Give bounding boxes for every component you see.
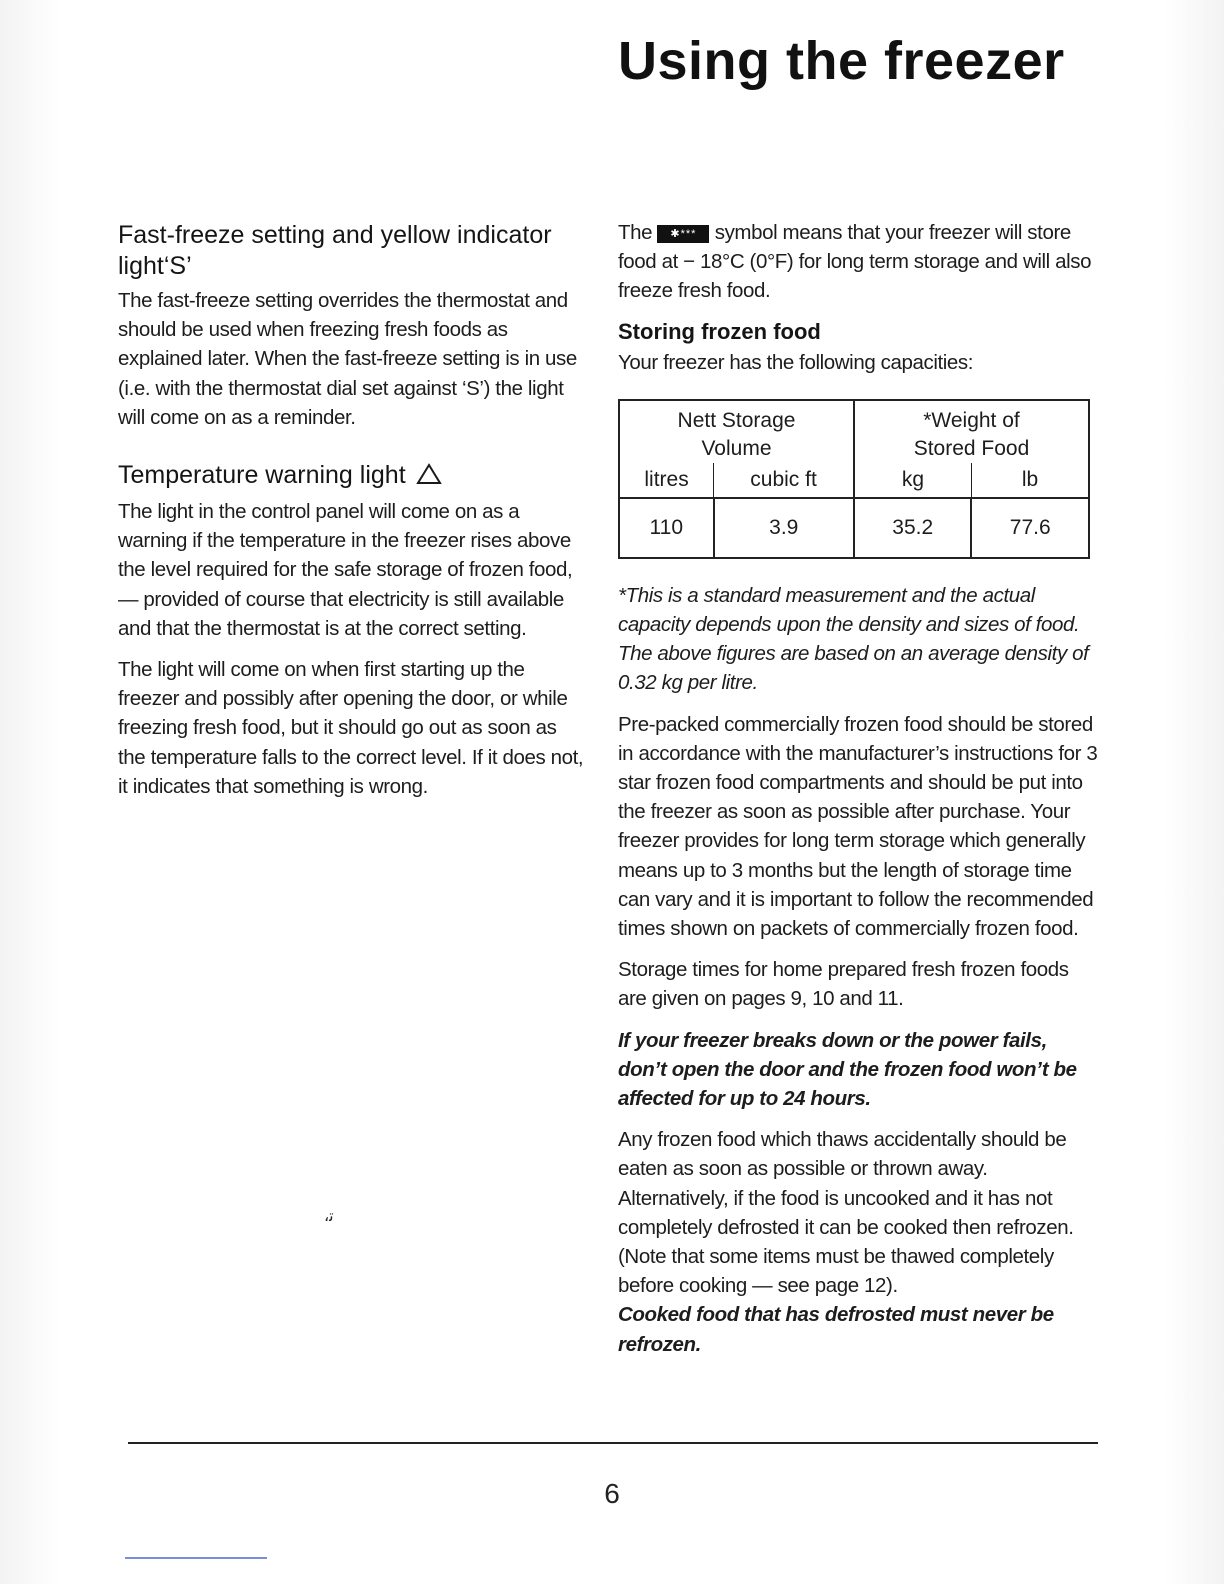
thawed-food-paragraph: Any frozen food which thaws accidentally should be eaten as soon as possible or thrown away. Alternatively, if the food is uncooked and it has not completely defrosted it can be cooked then refrozen. (Note that some items must be thawed completely before cooking — see page 12). <box>618 1128 1074 1298</box>
capacity-table <box>618 399 1090 559</box>
star-intro-before: The <box>618 221 653 244</box>
star-intro-after: symbol means that your freezer will store food at − 18°C (0°F) for long term storage and will also freeze fresh food. <box>618 221 1092 303</box>
unit-kg: kg <box>854 463 972 498</box>
nett-storage-volume-header: Nett Storage Volume <box>619 400 854 463</box>
storing-frozen-food-heading: Storing frozen food <box>618 318 821 344</box>
star-rating-intro <box>618 218 1098 306</box>
footer-rule <box>128 1442 1098 1444</box>
temperature-warning-heading <box>118 460 588 493</box>
unit-lb: lb <box>971 463 1089 498</box>
page-edge-right <box>1164 0 1224 1584</box>
temperature-warning-heading-text: Temperature warning light <box>118 461 406 490</box>
unit-cubic-ft: cubic ft <box>714 463 854 498</box>
right-column <box>618 218 1098 1371</box>
pre-packed-paragraph: Pre-packed commercially frozen food should be stored in accordance with the manufacturer’s instructions for 3 star frozen food compartments and should be put into the freezer as soon as possible after purchase. Your freezer provides for long term storage which generally means up to 3 months but the length of storage time can vary and it is important to follow the recommended times shown on packets of commercially frozen food. <box>618 712 1098 941</box>
four-star-freezer-icon: ✱*** <box>657 225 709 243</box>
power-fail-warning: If your freezer breaks down or the power fails, don’t open the door and the frozen food won’t be affected for up to 24 hours. <box>618 1028 1077 1111</box>
value-kg: 35.2 <box>854 498 972 558</box>
fast-freeze-body: The fast-freeze setting overrides the thermostat and should be used when freezing fresh foods as explained later. When the fast-freeze setting is in use (i.e. with the thermostat dial set against ‘S’) the light will come on as a reminder. <box>118 289 577 429</box>
temperature-warning-body-1: The light in the control panel will come on as a warning if the temperature in the freezer rises above the level required for the safe storage of frozen food, — provided of course that electricity is still available and that the thermostat is at the correct setting. <box>118 500 573 640</box>
value-cubic-ft: 3.9 <box>714 498 854 558</box>
capacity-footnote: *This is a standard measurement and the actual capacity depends upon the density and sizes of food. The above figures are based on an average density of 0.32 kg per litre. <box>618 583 1089 695</box>
page-title: Using the freezer <box>618 31 1065 91</box>
unit-litres: litres <box>619 463 714 498</box>
temperature-warning-body-2: The light will come on when first starting up the freezer and possibly after opening the door, or while freezing fresh food, but it should go out as soon as the temperature falls to the correct level. If it does not, it indicates that something is wrong. <box>118 658 584 798</box>
fast-freeze-heading: Fast-freeze setting and yellow indicator light‘S’ <box>118 221 552 280</box>
bottom-mark <box>125 1557 267 1559</box>
weight-stored-food-header: *Weight of Stored Food <box>854 400 1089 463</box>
storing-intro: Your freezer has the following capacities: <box>618 350 974 374</box>
page-number: 6 <box>604 1478 620 1509</box>
triangle-warning-icon <box>416 462 442 493</box>
storage-times-paragraph: Storage times for home prepared fresh frozen foods are given on pages 9, 10 and 11. <box>618 958 1069 1011</box>
value-litres: 110 <box>619 498 714 558</box>
refreeze-warning: Cooked food that has defrosted must never be refrozen. <box>618 1303 1054 1356</box>
left-column <box>118 220 588 813</box>
stray-mark: ،ﺗ <box>324 1208 334 1225</box>
page-edge-left <box>0 0 60 1584</box>
value-lb: 77.6 <box>971 498 1089 558</box>
